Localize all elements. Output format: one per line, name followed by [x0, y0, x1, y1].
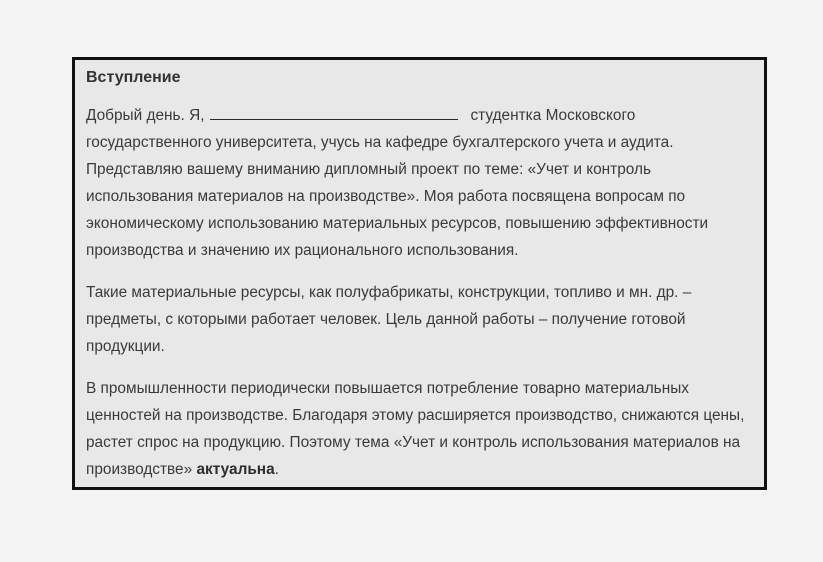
section-heading: Вступление	[86, 69, 181, 86]
speech-card	[72, 57, 767, 490]
intro-text: студентка Московского государственного университета, учусь на кафедре бухгалтерского учета и аудита. Представляю вашему вниманию дипломный проект по теме: «Учет и контроль использования материалов на производстве». Моя работа посвящена вопросам по экономическому использованию материальных ресурсов, повышению эффективности производства и значению их рационального использования.	[86, 107, 709, 259]
paragraph-resources: Такие материальные ресурсы, как полуфабрикаты, конструкции, топливо и мн. др. – предметы, с которыми работает человек. Цель данной работы – получение готовой продукции.	[86, 284, 692, 355]
relevance-bold-word: актуальна	[196, 461, 275, 478]
intro-greeting: Добрый день. Я,	[86, 107, 205, 124]
paragraph-relevance	[86, 375, 754, 483]
relevance-period: .	[274, 461, 279, 478]
name-blank-line	[210, 105, 458, 120]
paragraph-intro	[86, 102, 754, 264]
relevance-text: В промышленности периодически повышается потребление товарно материальных ценностей на производстве. Благодаря этому расширяется производство, снижаются цены, растет спрос на продукцию. Поэтому тема «Учет и контроль использования материалов на производстве»	[86, 380, 745, 478]
speech-content	[75, 60, 764, 483]
